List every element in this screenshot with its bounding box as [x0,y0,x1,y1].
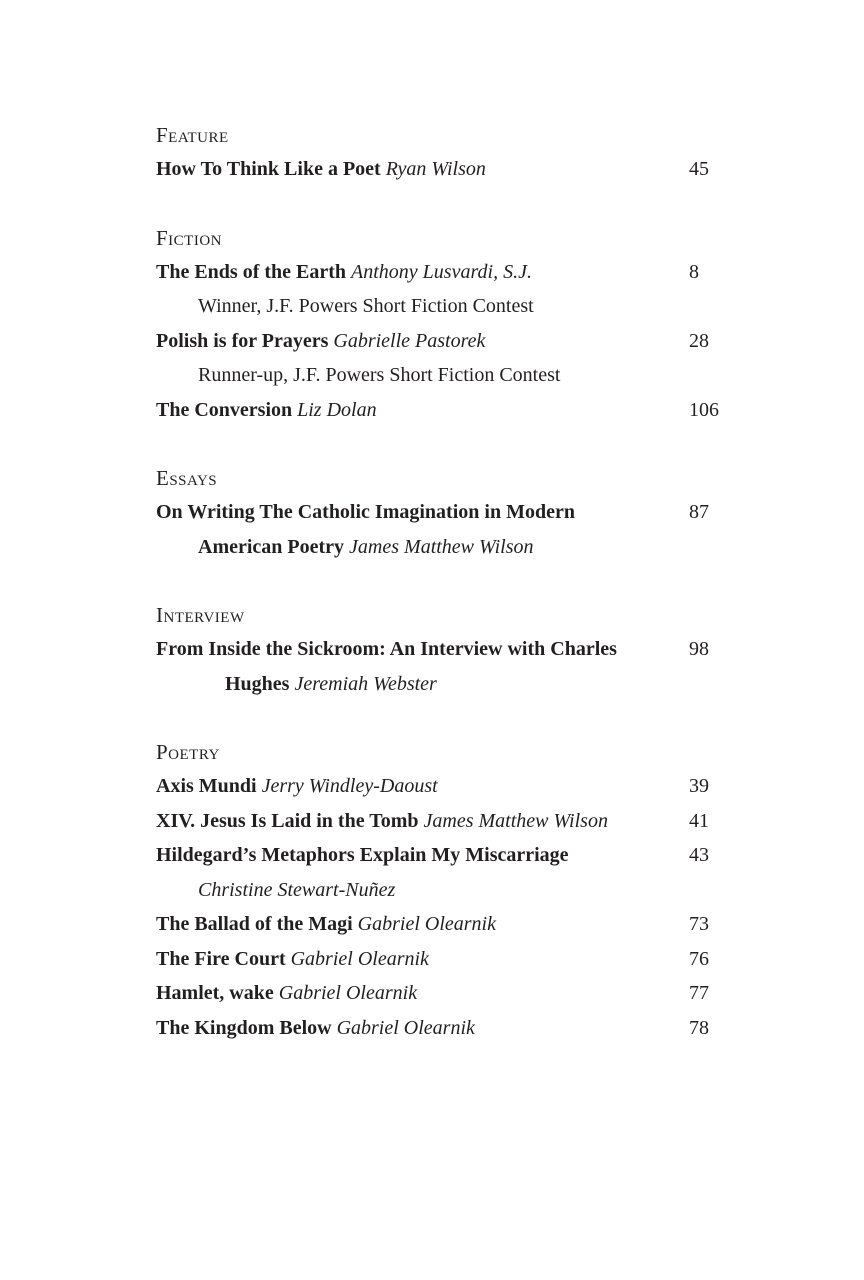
toc-entry [156,804,756,839]
entry-author: Jerry Windley-Daoust [261,775,438,797]
entry-line [156,358,718,393]
entry-author: Gabrielle Pastorek [333,329,486,352]
entry-title: Hildegard’s Metaphors Explain My Miscarriage [156,844,569,866]
entry-line [156,152,676,187]
entry-line [156,907,676,942]
entry-line [156,632,676,667]
entry-title: The Ends of the Earth [156,260,347,283]
section-heading: Essays [156,466,218,490]
toc-entry [156,152,756,187]
entry-author: Anthony Lusvardi, S.J. [351,260,532,283]
entry-title: XIV. Jesus Is Laid in the Tomb [156,809,419,832]
entry-note: Runner-up, J.F. Powers Short Fiction Contest [198,364,561,386]
toc-entry [156,838,756,907]
entry-line [156,942,676,977]
toc-section [156,735,756,1045]
page-number: 106 [689,398,719,421]
page-number: 39 [689,775,709,797]
entry-title: Hughes [225,672,290,695]
page-number: 43 [689,844,709,866]
entry-line [156,255,676,290]
page-number: 41 [689,809,709,832]
toc-entry [156,255,756,324]
entry-author: Gabriel Olearnik [290,947,429,970]
entry-author: Gabriel Olearnik [278,982,418,1004]
entry-title: Hamlet, wake [156,982,274,1004]
entry-line [156,873,718,908]
page-number: 45 [689,158,709,180]
page-number: 77 [689,982,709,1004]
entry-line [156,393,676,428]
entry-title: The Kingdom Below [156,1016,332,1039]
section-heading: Feature [156,123,229,147]
toc-entry [156,632,756,701]
section-heading: Poetry [156,740,220,764]
entry-title: On Writing The Catholic Imagination in Modern [156,501,575,523]
entry-author: Liz Dolan [297,398,377,421]
toc-entry [156,942,756,977]
entry-title: American Poetry [198,535,345,558]
toc-section [156,461,756,564]
entry-title: The Fire Court [156,947,286,970]
entry-line [156,976,676,1011]
toc-section [156,118,756,187]
entry-title: Axis Mundi [156,775,257,797]
toc-entry [156,324,756,393]
toc-entry [156,495,756,564]
entry-author: Gabriel Olearnik [357,913,496,935]
entry-line [156,324,676,359]
toc-entry [156,393,756,428]
toc-entry [156,976,756,1011]
entry-line [156,289,718,324]
entry-title: The Ballad of the Magi [156,913,353,935]
entry-line [156,667,745,702]
toc-section [156,598,756,701]
toc-entry [156,769,756,804]
toc-entry [156,1011,756,1046]
section-heading: Fiction [156,225,223,250]
page-number: 76 [689,947,709,970]
entry-author: Ryan Wilson [385,158,486,180]
entry-title: Polish is for Prayers [156,329,329,352]
entry-title: How To Think Like a Poet [156,158,381,180]
entry-line [156,495,676,530]
entry-line [156,1011,676,1046]
entry-author: James Matthew Wilson [349,535,534,558]
page-number: 98 [689,638,709,660]
entry-title: From Inside the Sickroom: An Interview with Charles [156,638,617,660]
toc-section [156,221,756,428]
entry-author: Christine Stewart-Nuñez [198,878,396,901]
toc-entry [156,907,756,942]
section-heading: Interview [156,603,245,627]
entry-line [156,838,676,873]
page-number: 87 [689,501,709,523]
entry-author: Jeremiah Webster [294,672,437,695]
page-number: 28 [689,329,709,352]
page-number: 73 [689,913,709,935]
entry-line [156,530,718,565]
entry-author: James Matthew Wilson [423,809,608,832]
page-number: 8 [689,260,699,283]
entry-author: Gabriel Olearnik [336,1016,475,1039]
entry-title: The Conversion [156,398,293,421]
entry-line [156,769,676,804]
entry-line [156,804,676,839]
page-number: 78 [689,1016,709,1039]
entry-note: Winner, J.F. Powers Short Fiction Contest [198,295,534,317]
table-of-contents [156,118,756,1079]
